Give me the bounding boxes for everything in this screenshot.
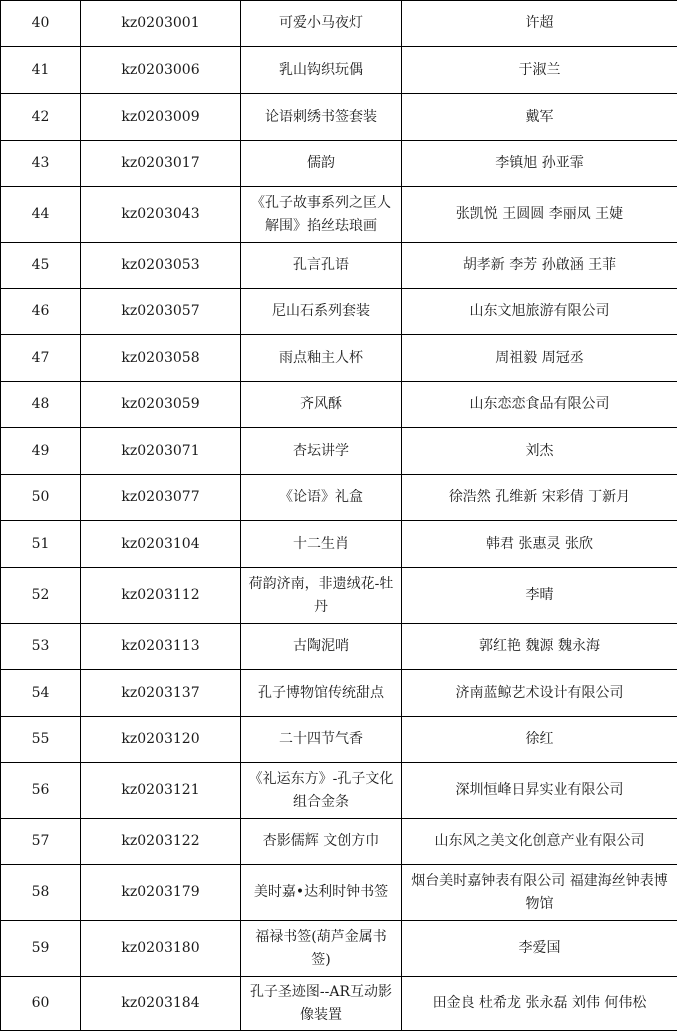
author-name: 刘杰	[402, 428, 677, 475]
table-row	[1, 475, 677, 521]
row-number: 49	[1, 428, 81, 475]
entry-code: kz0203104	[81, 521, 241, 568]
row-number: 51	[1, 521, 81, 568]
author-name: 山东恋恋食品有限公司	[402, 382, 677, 428]
product-name: 尼山石系列套装	[241, 289, 402, 335]
author-name: 于淑兰	[402, 47, 677, 94]
product-name: 孔子圣迹图--AR互动影像装置	[241, 977, 402, 1031]
author-name: 徐红	[402, 717, 677, 763]
author-name: 韩君 张惠灵 张欣	[402, 521, 677, 568]
row-number: 47	[1, 335, 81, 382]
product-name: 古陶泥哨	[241, 624, 402, 670]
row-number: 57	[1, 819, 81, 865]
row-number: 45	[1, 243, 81, 289]
entry-code: kz0203071	[81, 428, 241, 475]
author-name: 胡孝新 李芳 孙啟涵 王菲	[402, 243, 677, 289]
product-name: 孔言孔语	[241, 243, 402, 289]
entry-code: kz0203120	[81, 717, 241, 763]
author-name: 周祖毅 周冠丞	[402, 335, 677, 382]
author-name: 李爱国	[402, 921, 677, 977]
table-row	[1, 289, 677, 335]
row-number: 48	[1, 382, 81, 428]
table-row	[1, 47, 677, 94]
author-name: 李晴	[402, 568, 677, 624]
table-row	[1, 670, 677, 717]
product-name: 美时嘉•达利时钟书签	[241, 865, 402, 921]
entry-code: kz0203184	[81, 977, 241, 1031]
product-name: 可爱小马夜灯	[241, 1, 402, 47]
table-row	[1, 187, 677, 243]
table-row	[1, 763, 677, 819]
row-number: 42	[1, 94, 81, 141]
table-row	[1, 243, 677, 289]
entry-code: kz0203009	[81, 94, 241, 141]
row-number: 53	[1, 624, 81, 670]
author-name: 田金良 杜希龙 张永磊 刘伟 何伟松	[402, 977, 677, 1031]
row-number: 43	[1, 141, 81, 187]
row-number: 46	[1, 289, 81, 335]
author-name: 济南蓝鲸艺术设计有限公司	[402, 670, 677, 717]
row-number: 50	[1, 475, 81, 521]
entry-code: kz0203180	[81, 921, 241, 977]
author-name: 深圳恒峰日昇实业有限公司	[402, 763, 677, 819]
row-number: 56	[1, 763, 81, 819]
entry-code: kz0203059	[81, 382, 241, 428]
entry-code: kz0203121	[81, 763, 241, 819]
row-number: 59	[1, 921, 81, 977]
row-number: 55	[1, 717, 81, 763]
author-name: 烟台美时嘉钟表有限公司 福建海丝钟表博物馆	[402, 865, 677, 921]
table-row	[1, 977, 677, 1031]
entry-code: kz0203053	[81, 243, 241, 289]
author-name: 郭红艳 魏源 魏永海	[402, 624, 677, 670]
entry-code: kz0203113	[81, 624, 241, 670]
entry-code: kz0203006	[81, 47, 241, 94]
table-row	[1, 568, 677, 624]
row-number: 40	[1, 1, 81, 47]
product-name: 齐风酥	[241, 382, 402, 428]
product-name: 《论语》礼盒	[241, 475, 402, 521]
author-name: 戴军	[402, 94, 677, 141]
product-name: 十二生肖	[241, 521, 402, 568]
table-body	[1, 1, 677, 1031]
product-name: 乳山钩织玩偶	[241, 47, 402, 94]
entry-code: kz0203058	[81, 335, 241, 382]
entry-code: kz0203179	[81, 865, 241, 921]
product-name: 福禄书签(葫芦金属书签)	[241, 921, 402, 977]
entry-code: kz0203043	[81, 187, 241, 243]
entry-code: kz0203122	[81, 819, 241, 865]
table-row	[1, 382, 677, 428]
entry-code: kz0203001	[81, 1, 241, 47]
product-name: 杏影儒辉 文创方巾	[241, 819, 402, 865]
entry-code: kz0203077	[81, 475, 241, 521]
table-row	[1, 335, 677, 382]
row-number: 44	[1, 187, 81, 243]
table-row	[1, 428, 677, 475]
product-name: 杏坛讲学	[241, 428, 402, 475]
author-name: 张凯悦 王圆圆 李丽凤 王婕	[402, 187, 677, 243]
author-name: 徐浩然 孔维新 宋彩倩 丁新月	[402, 475, 677, 521]
table-row	[1, 921, 677, 977]
product-name: 论语刺绣书签套装	[241, 94, 402, 141]
product-name: 雨点釉主人杯	[241, 335, 402, 382]
table-row	[1, 141, 677, 187]
table-row	[1, 819, 677, 865]
entry-code: kz0203137	[81, 670, 241, 717]
row-number: 58	[1, 865, 81, 921]
row-number: 60	[1, 977, 81, 1031]
table-row	[1, 521, 677, 568]
product-name: 孔子博物馆传统甜点	[241, 670, 402, 717]
product-name: 二十四节气香	[241, 717, 402, 763]
row-number: 54	[1, 670, 81, 717]
table-row	[1, 865, 677, 921]
product-name: 《孔子故事系列之匡人解围》掐丝珐琅画	[241, 187, 402, 243]
author-name: 山东文旭旅游有限公司	[402, 289, 677, 335]
entry-code: kz0203017	[81, 141, 241, 187]
row-number: 52	[1, 568, 81, 624]
entry-code: kz0203057	[81, 289, 241, 335]
author-name: 李镇旭 孙亚霏	[402, 141, 677, 187]
product-name: 《礼运东方》-孔子文化组合金条	[241, 763, 402, 819]
entry-code: kz0203112	[81, 568, 241, 624]
product-name: 荷韵济南，非遗绒花-牡丹	[241, 568, 402, 624]
product-name: 儒韵	[241, 141, 402, 187]
table-row	[1, 717, 677, 763]
author-name: 许超	[402, 1, 677, 47]
row-number: 41	[1, 47, 81, 94]
table-row	[1, 94, 677, 141]
table-row	[1, 1, 677, 47]
author-name: 山东风之美文化创意产业有限公司	[402, 819, 677, 865]
table-row	[1, 624, 677, 670]
